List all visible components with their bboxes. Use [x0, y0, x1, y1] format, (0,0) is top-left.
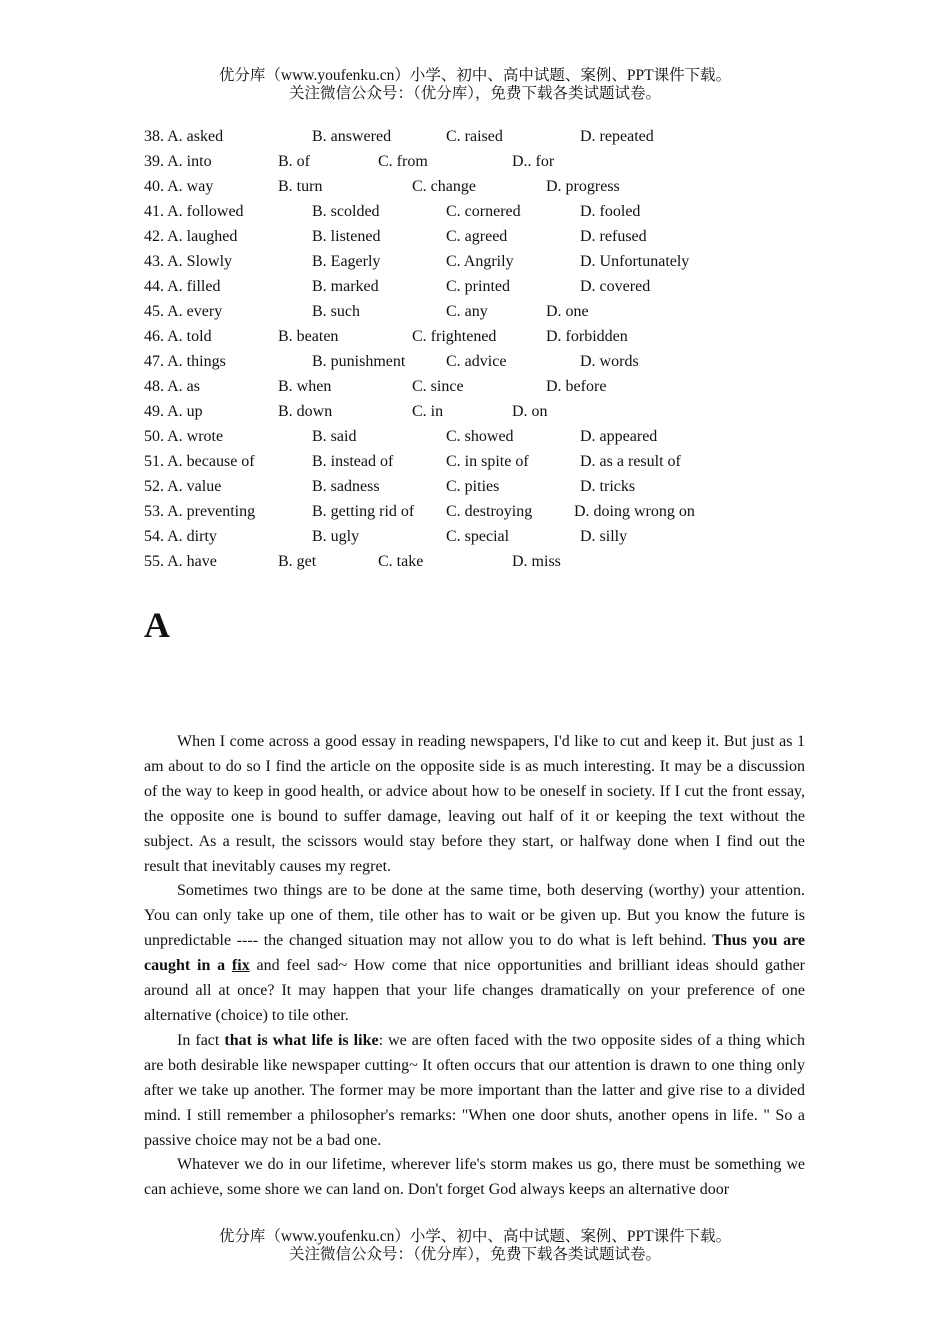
- option-a: 47. A. things: [144, 353, 226, 370]
- option-b: B. getting rid of: [312, 503, 415, 520]
- passage-paragraph-2: [144, 879, 805, 1028]
- paragraph-3-start: In fact: [177, 1031, 220, 1049]
- header-line-2: 关注微信公众号：（优分库），免费下载各类试题试卷。: [288, 85, 661, 102]
- passage-paragraph-4: Whatever we do in our lifetime, wherever life's storm makes us go, there must be something we can achieve, some shore we can land on. Don't forget God always keeps an alternative door: [144, 1156, 805, 1199]
- option-a: 45. A. every: [144, 303, 223, 320]
- option-row: [144, 449, 844, 474]
- option-c: C. Angrily: [446, 253, 514, 270]
- option-a: 43. A. Slowly: [144, 253, 233, 270]
- page-header: [0, 67, 950, 103]
- option-c: C. since: [412, 378, 464, 395]
- option-row: [144, 349, 844, 374]
- option-a: 53. A. preventing: [144, 503, 256, 520]
- option-b: B. sadness: [312, 478, 380, 495]
- option-d: D. silly: [580, 528, 628, 545]
- option-b: B. of: [278, 153, 310, 170]
- option-c: C. from: [378, 153, 428, 170]
- option-a: 40. A. way: [144, 178, 214, 195]
- option-a: 41. A. followed: [144, 203, 244, 220]
- option-d: D. tricks: [580, 478, 636, 495]
- paragraph-3-end: : we are often faced with the two opposite sides of a thing which are both desirable like newspaper cutting~ It often occurs that our attention is drawn to one thing only after we take up another. The former may be more important than the latter and give rise to a divided mind. I still remember a philosopher's remarks: "When one door shuts, another opens in life. " So a passive choice may not be a bad one.: [144, 1031, 806, 1149]
- option-a: 51. A. because of: [144, 453, 255, 470]
- option-a: 54. A. dirty: [144, 528, 217, 545]
- option-d: D. doing wrong on: [574, 503, 695, 520]
- option-c: C. any: [446, 303, 488, 320]
- option-b: B. listened: [312, 228, 381, 245]
- option-d: D. one: [546, 303, 589, 320]
- option-d: D.. for: [512, 153, 555, 170]
- option-row: [144, 399, 844, 424]
- option-b: B. Eagerly: [312, 253, 381, 270]
- option-b: B. get: [278, 553, 317, 570]
- option-d: D. refused: [580, 228, 647, 245]
- option-d: D. repeated: [580, 128, 654, 145]
- paragraph-2-end: and feel sad~ How come that nice opportunities and brilliant ideas should gather around all at once? It may happen that your life changes dramatically on your preference of one alternative (choice) to tile other.: [144, 957, 806, 1024]
- option-b: B. turn: [278, 178, 323, 195]
- option-a: 55. A. have: [144, 553, 217, 570]
- option-row: [144, 424, 844, 449]
- option-row: [144, 524, 844, 549]
- option-c: C. raised: [446, 128, 503, 145]
- option-d: D. progress: [546, 178, 620, 195]
- option-c: C. advice: [446, 353, 507, 370]
- option-c: C. in: [412, 403, 444, 420]
- option-b: B. ugly: [312, 528, 360, 545]
- option-row: [144, 374, 844, 399]
- option-d: D. words: [580, 353, 639, 370]
- header-line-1: 优分库（www.youfenku.cn）小学、初中、高中试题、案例、PPT课件下载。: [218, 67, 732, 84]
- option-b: B. scolded: [312, 203, 380, 220]
- option-d: D. as a result of: [580, 453, 681, 470]
- option-row: [144, 174, 844, 199]
- option-a: 42. A. laughed: [144, 228, 238, 245]
- option-c: C. frightened: [412, 328, 497, 345]
- option-d: D. fooled: [580, 203, 641, 220]
- option-row: [144, 149, 844, 174]
- option-d: D. before: [546, 378, 607, 395]
- option-row: [144, 299, 844, 324]
- option-row: [144, 199, 844, 224]
- option-c: C. change: [412, 178, 476, 195]
- option-row: [144, 224, 844, 249]
- option-c: C. special: [446, 528, 510, 545]
- option-a: 52. A. value: [144, 478, 222, 495]
- option-c: C. in spite of: [446, 453, 529, 470]
- underlined-word-fix: fix: [231, 957, 250, 975]
- option-d: D. miss: [512, 553, 561, 570]
- paragraph-2-start: Sometimes two things are to be done at the same time, both deserving (worthy) your attention. You can only take up one of them, tile other has to wait or be given up. But you know the future is unpredictable ---- the changed situation may not allow you to do what is left behind.: [144, 882, 805, 950]
- option-row: [144, 549, 844, 574]
- option-c: C. showed: [446, 428, 514, 445]
- option-a: 44. A. filled: [144, 278, 221, 295]
- option-c: C. take: [378, 553, 424, 570]
- option-d: D. on: [512, 403, 548, 420]
- reading-passage: [144, 730, 805, 1203]
- passage-paragraph-3: [144, 1029, 805, 1154]
- option-a: 49. A. up: [144, 403, 203, 420]
- section-heading: A: [144, 605, 170, 645]
- option-d: D. Unfortunately: [580, 253, 690, 270]
- option-d: D. forbidden: [546, 328, 628, 345]
- option-b: B. marked: [312, 278, 379, 295]
- option-b: B. when: [278, 378, 332, 395]
- option-row: [144, 249, 844, 274]
- option-a: 39. A. into: [144, 153, 212, 170]
- footer-line-1: 优分库（www.youfenku.cn）小学、初中、高中试题、案例、PPT课件下载。: [218, 1228, 732, 1245]
- option-a: 46. A. told: [144, 328, 212, 345]
- option-row: [144, 324, 844, 349]
- option-row: [144, 274, 844, 299]
- answer-options-list: [144, 124, 844, 574]
- footer-line-2: 关注微信公众号：（优分库），免费下载各类试题试卷。: [288, 1246, 661, 1263]
- option-d: D. appeared: [580, 428, 658, 445]
- option-c: C. agreed: [446, 228, 508, 245]
- option-c: C. cornered: [446, 203, 521, 220]
- option-a: 50. A. wrote: [144, 428, 224, 445]
- option-b: B. answered: [312, 128, 392, 145]
- paragraph-3-bold-phrase: that is what life is like: [224, 1031, 379, 1049]
- option-c: C. destroying: [446, 503, 533, 520]
- option-a: 38. A. asked: [144, 128, 224, 145]
- option-b: B. such: [312, 303, 360, 320]
- option-b: B. said: [312, 428, 357, 445]
- option-row: [144, 499, 844, 524]
- option-c: C. printed: [446, 278, 510, 295]
- option-c: C. pities: [446, 478, 500, 495]
- page-footer: [0, 1228, 950, 1264]
- option-b: B. punishment: [312, 353, 406, 370]
- option-b: B. instead of: [312, 453, 394, 470]
- option-row: [144, 124, 844, 149]
- option-d: D. covered: [580, 278, 651, 295]
- option-b: B. down: [278, 403, 333, 420]
- paragraph-2-bold-phrase: Thus you are caught in a: [144, 932, 806, 975]
- passage-paragraph-1: When I come across a good essay in reading newspapers, I'd like to cut and keep it. But just as 1 am about to do so I find the article on the opposite side is as much interesting. It may be a discussion of the way to keep in good health, or advice about how to be oneself in society. If I cut the front essay, the opposite one is bound to suffer damage, leaving out half of it or keeping the text without the subject. As a result, the scissors would stay before they start, or halfway done when I find out the result that inevitably causes my regret.: [144, 733, 805, 875]
- option-row: [144, 474, 844, 499]
- option-a: 48. A. as: [144, 378, 200, 395]
- option-b: B. beaten: [278, 328, 339, 345]
